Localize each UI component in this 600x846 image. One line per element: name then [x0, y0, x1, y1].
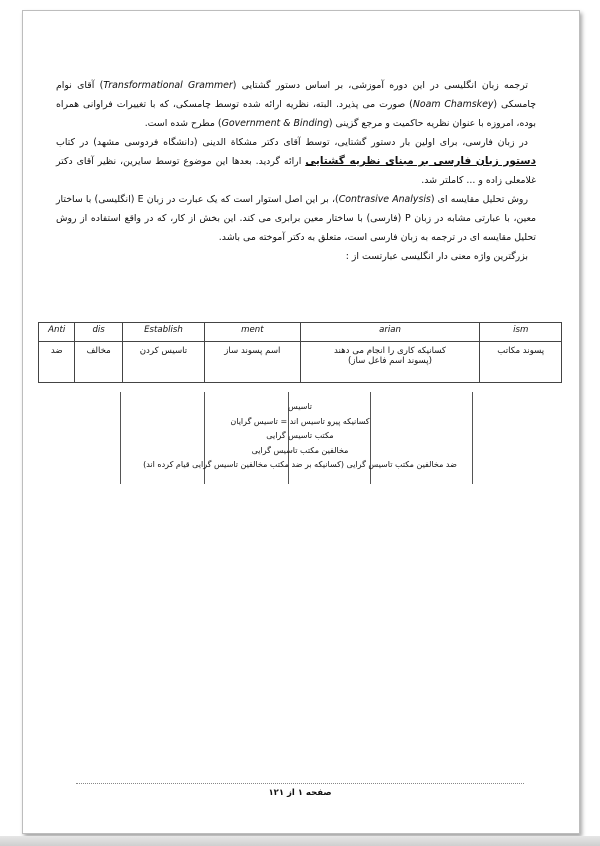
page-bottom-shadow [0, 836, 600, 846]
paragraph-contrastive-analysis [56, 190, 536, 247]
derivation-line-4: مخالفین مکتب تاسیس گرایی [251, 445, 349, 455]
morpheme-arian: arian [300, 323, 480, 342]
term-government-binding: Government & Binding [221, 118, 329, 129]
book-title: دستور زبان فارسی بر مبنای نظریه گشتایی [305, 155, 536, 167]
derivation-line-2: کسانیکه پیرو تاسیس اند = تاسیس گرایان [230, 416, 370, 426]
term-contrasive-analysis: Contrasive Analysis [338, 194, 431, 205]
morpheme-dis: dis [75, 323, 122, 342]
p1-text-d: ) مطرح شده است. [144, 118, 222, 129]
p1-text-b: ) آقای نوام چامسکی ( [56, 80, 536, 110]
p1-text-a: ترجمه زبان انگلیسی در این دوره آموزشی، بر اساس دستور گشتایی ( [232, 80, 528, 91]
morpheme-ment: ment [205, 323, 300, 342]
derivation-line-3: مکتب تاسیس گرایی [266, 431, 334, 440]
p3-text-a: روش تحلیل مقایسه ای ( [430, 194, 528, 205]
p1-text-c: ) صورت می پذیرد. البته، نظریه ارائه شده توسط چامسکی، که با تغییرات فراوانی همراه بوده، امروزه با عنوان نظریه حاکمیت و مرجع گزینی ( [56, 99, 536, 129]
paragraph-transformational-grammar [56, 76, 536, 133]
p3-text-b: )، بر این اصل استوار است که یک عبارت در زبان E (انگلیسی) با ساختار معین، با عبارتی مشابه در زبان P (فارسی) با ساختار معین برابری می کند. این بخش از کار، که در واقع استفاده از روش تحلیل مقایسه ای در ترجمه به زبان فارسی است، متعلق به دکتر آموخته می باشد. [56, 194, 537, 243]
meaning-dis: مخالف [75, 342, 122, 383]
morpheme-table [38, 322, 562, 383]
meaning-anti: ضد [39, 342, 75, 383]
meaning-arian [300, 342, 480, 383]
morpheme-meaning-row [39, 342, 562, 383]
document-body [56, 76, 536, 266]
footer-divider [76, 783, 524, 784]
page-number: صفحه ۱ از ۱۲۱ [268, 788, 332, 798]
paragraph-longest-word: بزرگترین واژه معنی دار انگلیسی عبارتست از : [345, 251, 528, 262]
meaning-ism: پسوند مکاتب [480, 342, 562, 383]
term-transformational-grammar: Transformational Grammer [103, 80, 233, 91]
meaning-arian-note: (پسوند اسم فاعل ساز) [348, 356, 432, 366]
morpheme-ism: ism [480, 323, 562, 342]
p2-rest: ارائه گردید. بعدها این موضوع توسط سایرین، نظیر آقای دکتر غلامعلی زاده و ... کاملتر شد. [56, 156, 536, 186]
paragraph-persian-grammar [56, 133, 536, 190]
p2-intro: در زبان فارسی، برای اولین بار دستور گشتایی، توسط آقای دکتر مشکاة الدینی (دانشگاه فردوسی مشهد) در کتاب [56, 137, 528, 148]
meaning-establish: تاسیس کردن [122, 342, 204, 383]
derivation-line-1: تاسیس [288, 402, 312, 411]
derivation-line-5: ضد مخالفین مکتب تاسیس گرایی (کسانیکه بر ضد مکتب مخالفین تاسیس گرایی قیام کرده اند) [143, 460, 457, 469]
morpheme-anti: Anti [39, 323, 75, 342]
morpheme-header-row [39, 323, 562, 342]
meaning-arian-text: کسانیکه کاری را انجام می دهند [334, 346, 447, 356]
meaning-ment: اسم پسوند ساز [205, 342, 300, 383]
morpheme-establish: Establish [122, 323, 204, 342]
term-noam-chamskey: Noam Chamskey [412, 99, 494, 110]
derivation-list [120, 400, 480, 473]
